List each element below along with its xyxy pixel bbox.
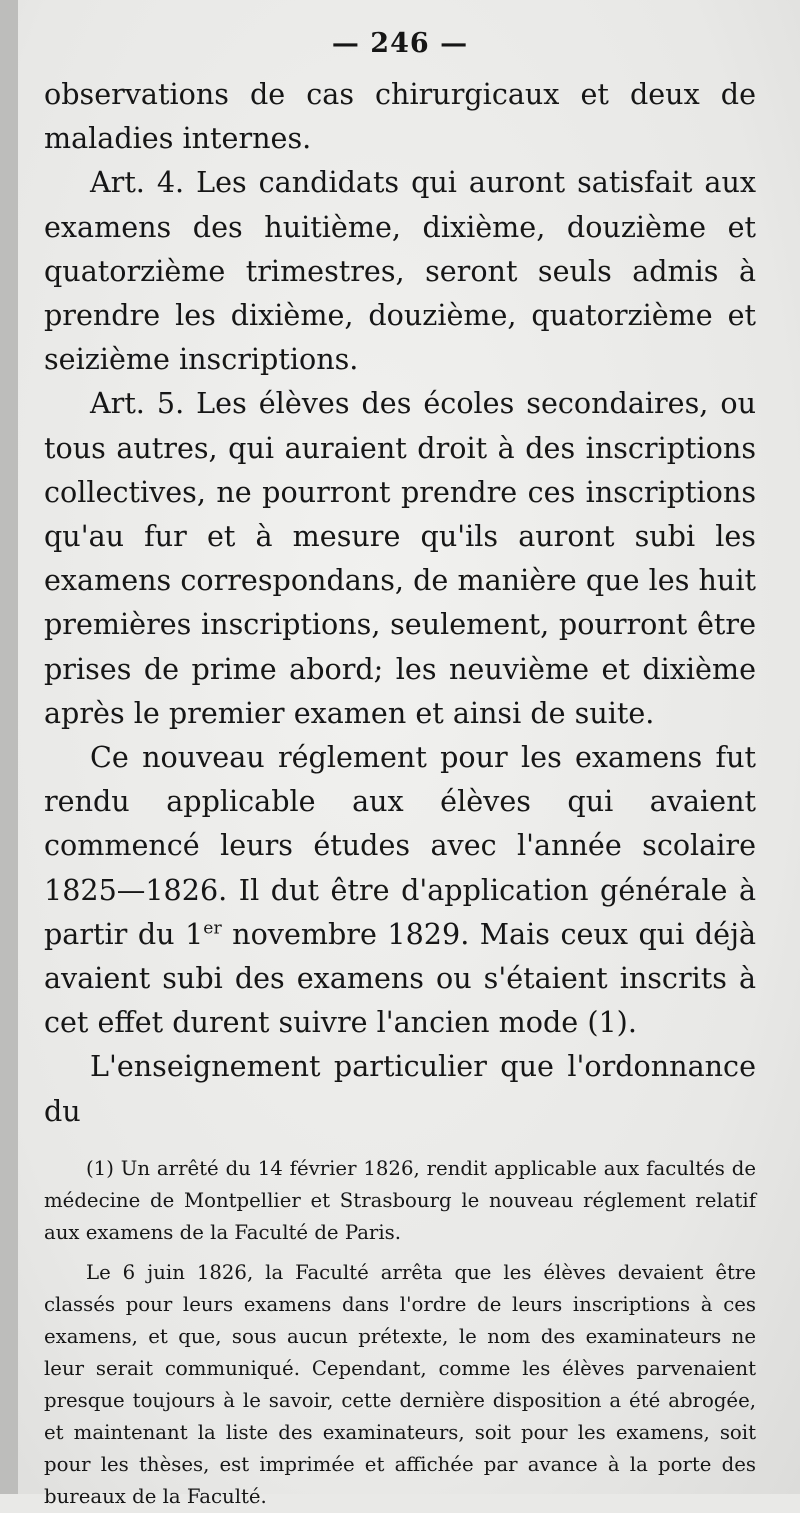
main-text: [44, 72, 756, 1133]
footnote-1: (1) Un arrêté du 14 février 1826, rendit applicable aux facultés de médecine de Montpellier et Strasbourg le nouveau réglement relatif aux examens de la Faculté de Paris.: [44, 1156, 756, 1244]
paragraph-enseignement: L'enseignement particulier que l'ordonnance du: [44, 1049, 756, 1128]
footnote-2: Le 6 juin 1826, la Faculté arrêta que les élèves devaient être classés pour leurs examens dans l'ordre de leurs inscriptions à ces examens, et que, sous aucun prétexte, le nom des examinateurs ne leur serait communiqué. Cependant, comme les élèves parvenaient presque toujours à le savoir, cette dernière disposition a été abrogée, et maintenant la liste des examinateurs, soit pour les examens, soit pour les thèses, est imprimée et affichée par avance à la porte des bureaux de la Faculté.: [44, 1260, 756, 1508]
footnotes: [44, 1153, 756, 1513]
paragraph-reglement-text-b: novembre 1829. Mais ceux qui déjà avaient subi des examens ou s'étaient inscrits à cet effet durent suivre l'ancien mode (1).: [44, 916, 757, 1040]
paragraph-continuation: observations de cas chirurgicaux et deux de maladies internes.: [44, 77, 756, 156]
paragraph-article-5: Art. 5. Les élèves des écoles secondaires, ou tous autres, qui auraient droit à des inscriptions collectives, ne pourront prendre ces inscriptions qu'au fur et à mesure qu'ils auront subi les examens correspondans, de manière que les huit premières inscriptions, seulement, pourront être prises de prime abord; les neuvième et dixième après le premier examen et ainsi de suite.: [44, 386, 756, 730]
paragraph-article-4: Art. 4. Les candidats qui auront satisfait aux examens des huitième, dixième, douzième et quatorzième trimestres, seront seuls admis à prendre les dixième, douzième, quatorzième et seizième inscriptions.: [44, 165, 756, 377]
paragraph-reglement: [44, 735, 756, 1044]
paragraph-reglement-text-a: Ce nouveau réglement pour les examens fut rendu applicable aux élèves qui avaient commencé leurs études avec l'année scolaire 1825—1826. Il dut être d'application générale à partir du 1: [44, 740, 756, 951]
page-number: — 246 —: [331, 28, 469, 59]
ordinal-superscript: er: [203, 918, 222, 939]
